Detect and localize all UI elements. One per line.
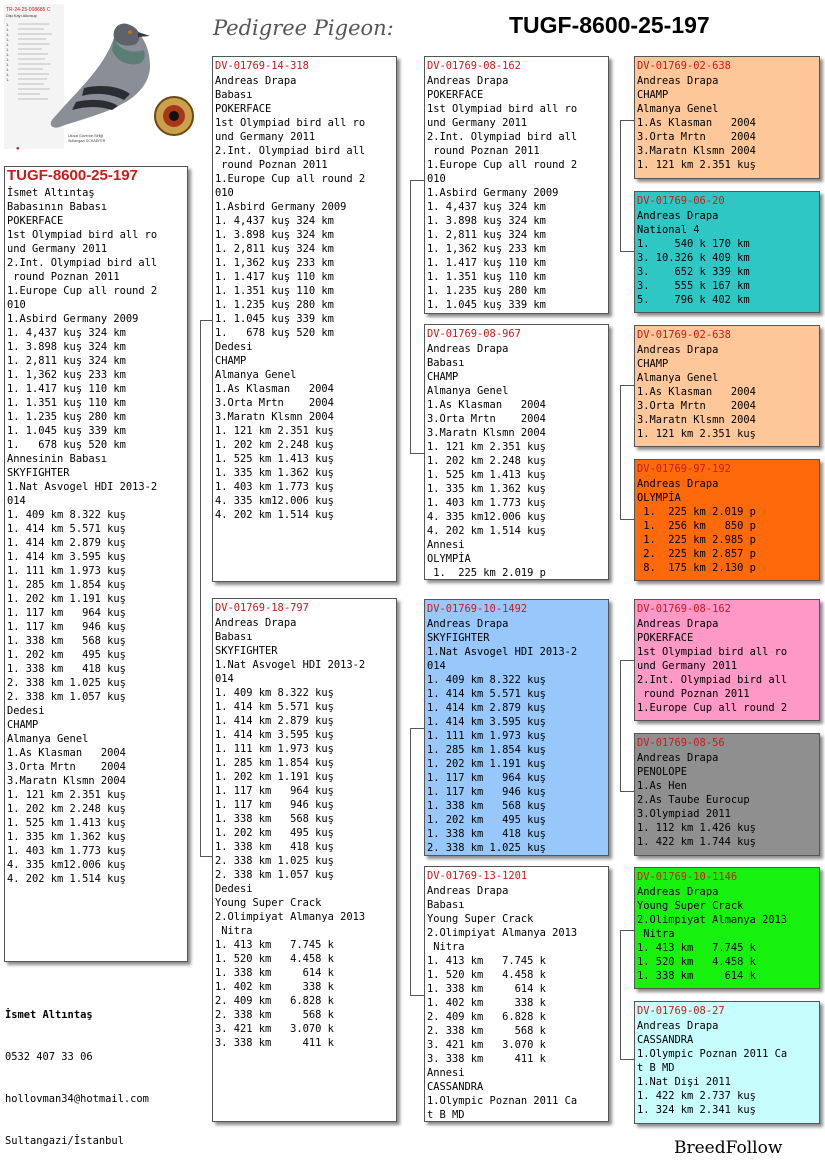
grandparent-details: Andreas Drapa Babası Young Super Crack 2.Olimpiyat Almanya 2013 Nitra 1. 413 km 7.745 k 1. 520 km 4.458 k 1. 338 km 614 k 1. 402 km 338 k 2. 409 km 6.828 k 2. 338 km 568 k 3. 421 km 3.070 k 3. 338 km 411 k Annesi CASSANDRA 1.Olympic Poznan 2011 Ca t B MD <box>427 885 578 1121</box>
dam-card <box>212 598 397 1122</box>
connector-line <box>410 180 424 454</box>
great-grandparent-ring: DV-01769-06-20 <box>637 195 725 207</box>
page-title: Pedigree Pigeon: <box>213 16 394 40</box>
great-grandparent-details: Andreas Drapa Young Super Crack 2.Olimpiyat Almanya 2013 Nitra 1. 413 km 7.745 k 1. 520 km 4.458 k 1. 338 km 614 k <box>637 886 788 982</box>
subject-details: İsmet Altıntaş Babasının Babası POKERFACE 1st Olympiad bird all ro und Germany 2011 2.Int. Olympiad bird all round Poznan 2011 1.Europe Cup all round 2 010 1.Asbird Germany 2009 1. 4,437 kuş 324 km 1. 3.898 kuş 324 km 1. 2,811 kuş 324 km 1. 1,362 kuş 233 km 1. 1.417 kuş 110 km 1. 1.351 kuş 110 km 1. 1.235 kuş 280 km 1. 1.045 kuş 339 km 1. 678 kuş 520 km Annesinin Babası SKYFIGHTER 1.Nat Asvogel HDI 2013-2 014 1. 409 km 8.322 kuş 1. 414 km 5.571 kuş 1. 414 km 2.879 kuş 1. 414 km 3.595 kuş 1. 111 km 1.973 kuş 1. 285 km 1.854 kuş 1. 202 km 1.191 kuş 1. 117 km 964 kuş 1. 117 km 946 kuş 1. 338 km 568 kuş 1. 202 km 495 kuş 1. 338 km 418 kuş 2. 338 km 1.025 kuş 2. 338 km 1.057 kuş Dedesi CHAMP Almanya Genel 1.As Klasman 2004 3.Orta Mrtn 2004 3.Maratn Klsmn 2004 1. 121 km 2.351 kuş 1. 202 km 2.248 kuş 1. 525 km 1.413 kuş 1. 335 km 1.362 kuş 1. 403 km 1.773 kuş 4. 335 km12.006 kuş 4. 202 km 1.514 kuş <box>7 187 158 885</box>
connector-line <box>620 930 634 1060</box>
great-grandparent-ring: DV-01769-02-638 <box>637 329 731 341</box>
sire-ring: DV-01769-14-318 <box>215 60 309 72</box>
subject-bird-card <box>4 166 188 962</box>
grandparent-card-sire-sire <box>424 56 609 314</box>
grandparent-card-dam-dam <box>424 866 609 1122</box>
owner-email: hollovman34@hotmail.com <box>5 1093 149 1105</box>
dam-details: Andreas Drapa Babası SKYFIGHTER 1.Nat Asvogel HDI 2013-2 014 1. 409 km 8.322 kuş 1. 414 km 5.571 kuş 1. 414 km 2.879 kuş 1. 414 km 3.595 kuş 1. 111 km 1.973 kuş 1. 285 km 1.854 kuş 1. 202 km 1.191 kuş 1. 117 km 964 kuş 1. 117 km 946 kuş 1. 338 km 568 kuş 1. 202 km 495 kuş 1. 338 km 418 kuş 2. 338 km 1.025 kuş 2. 338 km 1.057 kuş Dedesi Young Super Crack 2.Olimpiyat Almanya 2013 Nitra 1. 413 km 7.745 k 1. 520 km 4.458 k 1. 338 km 614 k 1. 402 km 338 k 2. 409 km 6.828 k 2. 338 km 568 k 3. 421 km 3.070 k 3. 338 km 411 k <box>215 617 366 1049</box>
great-grandparent-ring: DV-01769-02-638 <box>637 60 731 72</box>
great-grandparent-details: Andreas Drapa National 4 1. 540 k 170 km 3. 10.326 k 409 km 3. 652 k 339 km 3. 555 k 167 km 5. 796 k 402 km <box>637 210 750 306</box>
card-line: 1. <box>6 32 10 37</box>
card-line: 1. <box>6 52 10 57</box>
grandparent-details: Andreas Drapa Babası CHAMP Almanya Genel 1.As Klasman 2004 3.Orta Mrtn 2004 3.Maratn Klsmn 2004 1. 121 km 2.351 kuş 1. 202 km 2.248 kuş 1. 525 km 1.413 kuş 1. 335 km 1.362 kuş 1. 403 km 1.773 kuş 4. 335 km12.006 kuş 4. 202 km 1.514 kuş Annesi OLYMPİA 1. 225 km 2.019 p <box>427 343 546 579</box>
great-grandparent-card-4 <box>634 459 820 581</box>
grandparent-card-dam-sire <box>424 599 609 856</box>
brand-footer: BreedFollow <box>674 1138 783 1158</box>
caption: Ulusal Güvercin Birliği <box>68 134 104 138</box>
great-grandparent-card-5 <box>634 599 820 721</box>
connector-line <box>200 320 212 857</box>
card-line: 1. <box>6 67 10 72</box>
card-line: 1. <box>6 72 10 77</box>
card-line: 1. <box>6 37 10 42</box>
great-grandparent-card-6 <box>634 733 820 856</box>
grandparent-details: Andreas Drapa SKYFIGHTER 1.Nat Asvogel HDI 2013-2 014 1. 409 km 8.322 kuş 1. 414 km 5.571 kuş 1. 414 km 2.879 kuş 1. 414 km 3.595 kuş 1. 111 km 1.973 kuş 1. 285 km 1.854 kuş 1. 202 km 1.191 kuş 1. 117 km 964 kuş 1. 117 km 946 kuş 1. 338 km 568 kuş 1. 202 km 495 kuş 1. 338 km 418 kuş 2. 338 km 1.025 kuş <box>427 618 578 854</box>
card-line: 1. <box>6 77 10 82</box>
great-grandparent-ring: DV-01769-08-56 <box>637 737 725 749</box>
sire-details: Andreas Drapa Babası POKERFACE 1st Olympiad bird all ro und Germany 2011 2.Int. Olympiad bird all round Poznan 2011 1.Europe Cup all round 2 010 1.Asbird Germany 2009 1. 4,437 kuş 324 km 1. 3.898 kuş 324 km 1. 2,811 kuş 324 km 1. 1,362 kuş 233 km 1. 1.417 kuş 110 km 1. 1.351 kuş 110 km 1. 1.235 kuş 280 km 1. 1.045 kuş 339 km 1. 678 kuş 520 km Dedesi CHAMP Almanya Genel 1.As Klasman 2004 3.Orta Mrtn 2004 3.Maratn Klsmn 2004 1. 121 km 2.351 kuş 1. 202 km 2.248 kuş 1. 525 km 1.413 kuş 1. 335 km 1.362 kuş 1. 403 km 1.773 kuş 4. 335 km12.006 kuş 4. 202 km 1.514 kuş <box>215 75 366 521</box>
great-grandparent-card-1 <box>634 56 820 179</box>
card-ring: TR-24-25-008685 C <box>6 7 51 13</box>
grandparent-ring: DV-01769-13-1201 <box>427 870 528 882</box>
subject-ring-heading: TUGF-8600-25-197 <box>509 12 710 38</box>
owner-name: İsmet Altıntaş <box>5 1009 93 1021</box>
subject-ring: TUGF-8600-25-197 <box>7 167 138 184</box>
card-line: 1. <box>6 47 10 52</box>
card-line: 1. <box>6 27 10 32</box>
owner-location: Sultangazi/İstanbul <box>5 1135 124 1147</box>
pedigree-card-logo <box>4 4 204 154</box>
great-grandparent-details: Andreas Drapa POKERFACE 1st Olympiad bird all ro und Germany 2011 2.Int. Olympiad bird all round Poznan 2011 1.Europe Cup all round 2 <box>637 618 788 714</box>
great-grandparent-ring: DV-01769-08-162 <box>637 603 731 615</box>
connector-line <box>410 728 424 996</box>
great-grandparent-details: Andreas Drapa PENOLOPE 1.As Hen 2.As Taube Eurocup 3.Olympiad 2011 1. 112 km 1.426 kuş 1. 422 km 1.744 kuş <box>637 752 756 848</box>
connector-line <box>620 660 634 792</box>
great-grandparent-card-3 <box>634 325 820 447</box>
grandparent-card-sire-dam <box>424 324 609 580</box>
great-grandparent-details: Andreas Drapa CHAMP Almanya Genel 1.As Klasman 2004 3.Orta Mrtn 2004 3.Maratn Klsmn 2004 1. 121 km 2.351 kuş <box>637 75 756 171</box>
connector-line <box>620 120 634 252</box>
owner-contact <box>5 980 149 1162</box>
great-grandparent-ring: DV-01769-97-192 <box>637 463 731 475</box>
great-grandparent-details: Andreas Drapa CHAMP Almanya Genel 1.As Klasman 2004 3.Orta Mrtn 2004 3.Maratn Klsmn 2004 1. 121 km 2.351 kuş <box>637 344 756 440</box>
grandparent-ring: DV-01769-10-1492 <box>427 603 528 615</box>
card-line: 1. <box>6 62 10 67</box>
great-grandparent-ring: DV-01769-10-1146 <box>637 871 738 883</box>
card-line: 1. <box>6 22 10 27</box>
great-grandparent-card-8 <box>634 1001 820 1124</box>
great-grandparent-details: Andreas Drapa CASSANDRA 1.Olympic Poznan 2011 Ca t B MD 1.Nat Dişi 2011 1. 422 km 2.737 kuş 1. 324 km 2.341 kuş <box>637 1020 788 1116</box>
sire-card <box>212 56 397 582</box>
svg-text:●: ● <box>16 146 20 152</box>
card-line: Dişi Kayı Alkosup <box>6 13 37 18</box>
grandparent-details: Andreas Drapa POKERFACE 1st Olympiad bird all ro und Germany 2011 2.Int. Olympiad bird all round Poznan 2011 1.Europe Cup all round 2 010 1.Asbird Germany 2009 1. 4,437 kuş 324 km 1. 3.898 kuş 324 km 1. 2,811 kuş 324 km 1. 1,362 kuş 233 km 1. 1.417 kuş 110 km 1. 1.351 kuş 110 km 1. 1.235 kuş 280 km 1. 1.045 kuş 339 km <box>427 75 578 311</box>
dam-ring: DV-01769-18-797 <box>215 602 309 614</box>
caption: Sultangazi SCHAEFER <box>68 139 106 143</box>
grandparent-ring: DV-01769-08-162 <box>427 60 521 72</box>
owner-phone: 0532 407 33 06 <box>5 1051 93 1063</box>
great-grandparent-ring: DV-01769-08-27 <box>637 1005 725 1017</box>
card-line: 1. <box>6 57 10 62</box>
connector-line <box>620 385 634 520</box>
great-grandparent-card-7 <box>634 867 820 989</box>
great-grandparent-details: Andreas Drapa OLYMPİA 1. 225 km 2.019 p 1. 256 km 850 p 1. 225 km 2.985 p 2. 225 km 2.857 p 8. 175 km 2.130 p <box>637 478 756 574</box>
great-grandparent-card-2 <box>634 191 820 313</box>
card-line: 1. <box>6 42 10 47</box>
pigeon-photo <box>4 4 204 154</box>
grandparent-ring: DV-01769-08-967 <box>427 328 521 340</box>
